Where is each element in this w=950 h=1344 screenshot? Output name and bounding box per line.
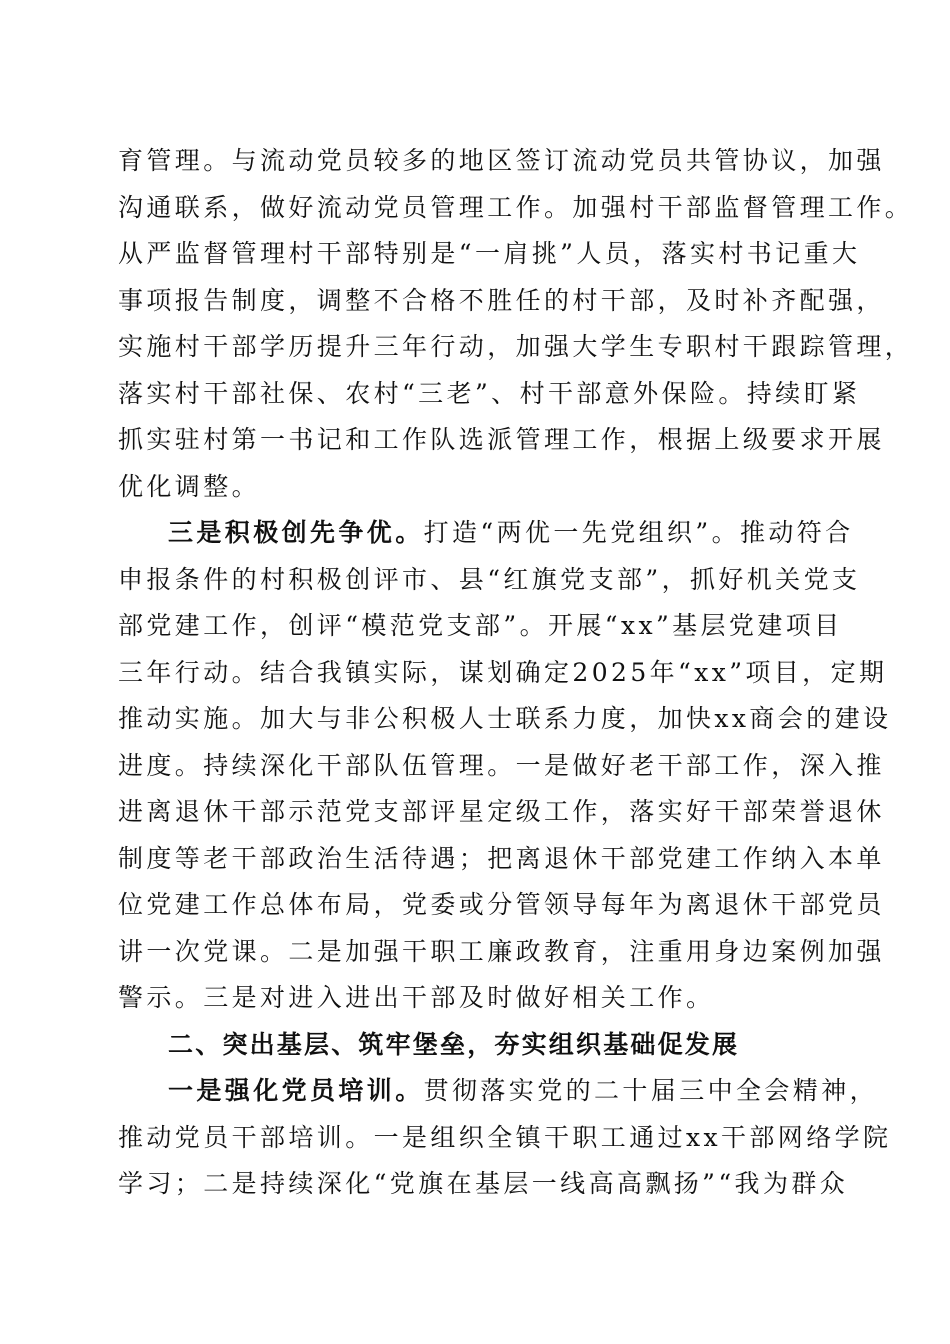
- body-line-14: [118, 743, 885, 790]
- body-line-8: [118, 464, 836, 511]
- body-line-17: [118, 882, 885, 929]
- line-text: 三年行动。结合我镇实际，谋划确定2025年“xx”项目，定期: [118, 657, 888, 687]
- line-text: 打造“两优一先党组织”。推动符合: [423, 518, 854, 547]
- section-heading-text: 二、突出基层、筑牢堡垒，夯实组织基础促发展: [168, 1029, 740, 1059]
- line-text: 沟通联系，做好流动党员管理工作。加强村干部监督管理工作。: [118, 192, 914, 222]
- body-line-3: [118, 231, 861, 278]
- body-line-10: [118, 557, 861, 604]
- line-text: 事项报告制度，调整不合格不胜任的村干部，及时补齐配强，: [118, 285, 885, 315]
- body-line-1: [118, 138, 885, 185]
- body-line-4: [118, 278, 885, 325]
- line-text: 优化调整。: [118, 471, 261, 501]
- body-line-5: [118, 324, 914, 371]
- line-text: 制度等老干部政治生活待遇；把离退休干部党建工作纳入本单: [118, 843, 885, 873]
- body-line-12: [118, 650, 888, 697]
- body-line-11: [118, 603, 843, 650]
- line-text: 抓实驻村第一书记和工作队选派管理工作，根据上级要求开展: [118, 425, 885, 454]
- body-line-16: [118, 836, 885, 883]
- paragraph-lead: 一是强化党员培训。: [168, 1076, 424, 1105]
- line-text: 学习；二是持续深化“党旗在基层一线高高飘扬”“我为群众: [118, 1169, 849, 1198]
- paragraph-lead: 三是积极创先争优。: [168, 518, 424, 547]
- line-text: 讲一次党课。二是加强干职工廉政教育，注重用身边案例加强: [118, 936, 885, 966]
- document-body: [118, 138, 914, 1208]
- line-text: 申报条件的村积极创评市、县“红旗党支部”，抓好机关党支: [118, 564, 861, 594]
- line-text: 育管理。与流动党员较多的地区签订流动党员共管协议，加强: [118, 146, 885, 175]
- paragraph-start-line: [118, 510, 854, 557]
- body-line-22: [118, 1115, 892, 1162]
- body-line-6: [118, 371, 861, 418]
- line-text: 落实村干部社保、农村“三老”、村干部意外保险。持续盯紧: [118, 378, 861, 408]
- line-text: 位党建工作总体布局，党委或分管领导每年为离退休干部党员: [118, 890, 885, 919]
- body-line-7: [118, 417, 885, 464]
- line-text: 实施村干部学历提升三年行动，加强大学生专职村干跟踪管理，: [118, 332, 914, 361]
- body-line-15: [118, 789, 885, 836]
- body-line-19: [118, 975, 836, 1022]
- line-text: 从严监督管理村干部特别是“一肩挑”人员，落实村书记重大: [118, 239, 861, 268]
- line-text: 进度。持续深化干部队伍管理。一是做好老干部工作，深入推: [118, 750, 885, 780]
- line-text: 部党建工作，创评“模范党支部”。开展“xx”基层党建项目: [118, 611, 843, 640]
- line-text: 贯彻落实党的二十届三中全会精神，: [423, 1076, 879, 1105]
- body-line-13: [118, 696, 892, 743]
- body-line-23: [118, 1161, 849, 1208]
- body-line-2: [118, 185, 914, 232]
- line-text: 推动党员干部培训。一是组织全镇干职工通过xx干部网络学院: [118, 1122, 892, 1152]
- line-text: 警示。三是对进入进出干部及时做好相关工作。: [118, 983, 715, 1012]
- paragraph-start-line: [118, 1068, 879, 1115]
- line-text: 推动实施。加大与非公积极人士联系力度，加快xx商会的建设: [118, 704, 892, 733]
- section-heading: [118, 1022, 836, 1069]
- line-text: 进离退休干部示范党支部评星定级工作，落实好干部荣誉退休: [118, 797, 885, 826]
- body-line-18: [118, 929, 885, 976]
